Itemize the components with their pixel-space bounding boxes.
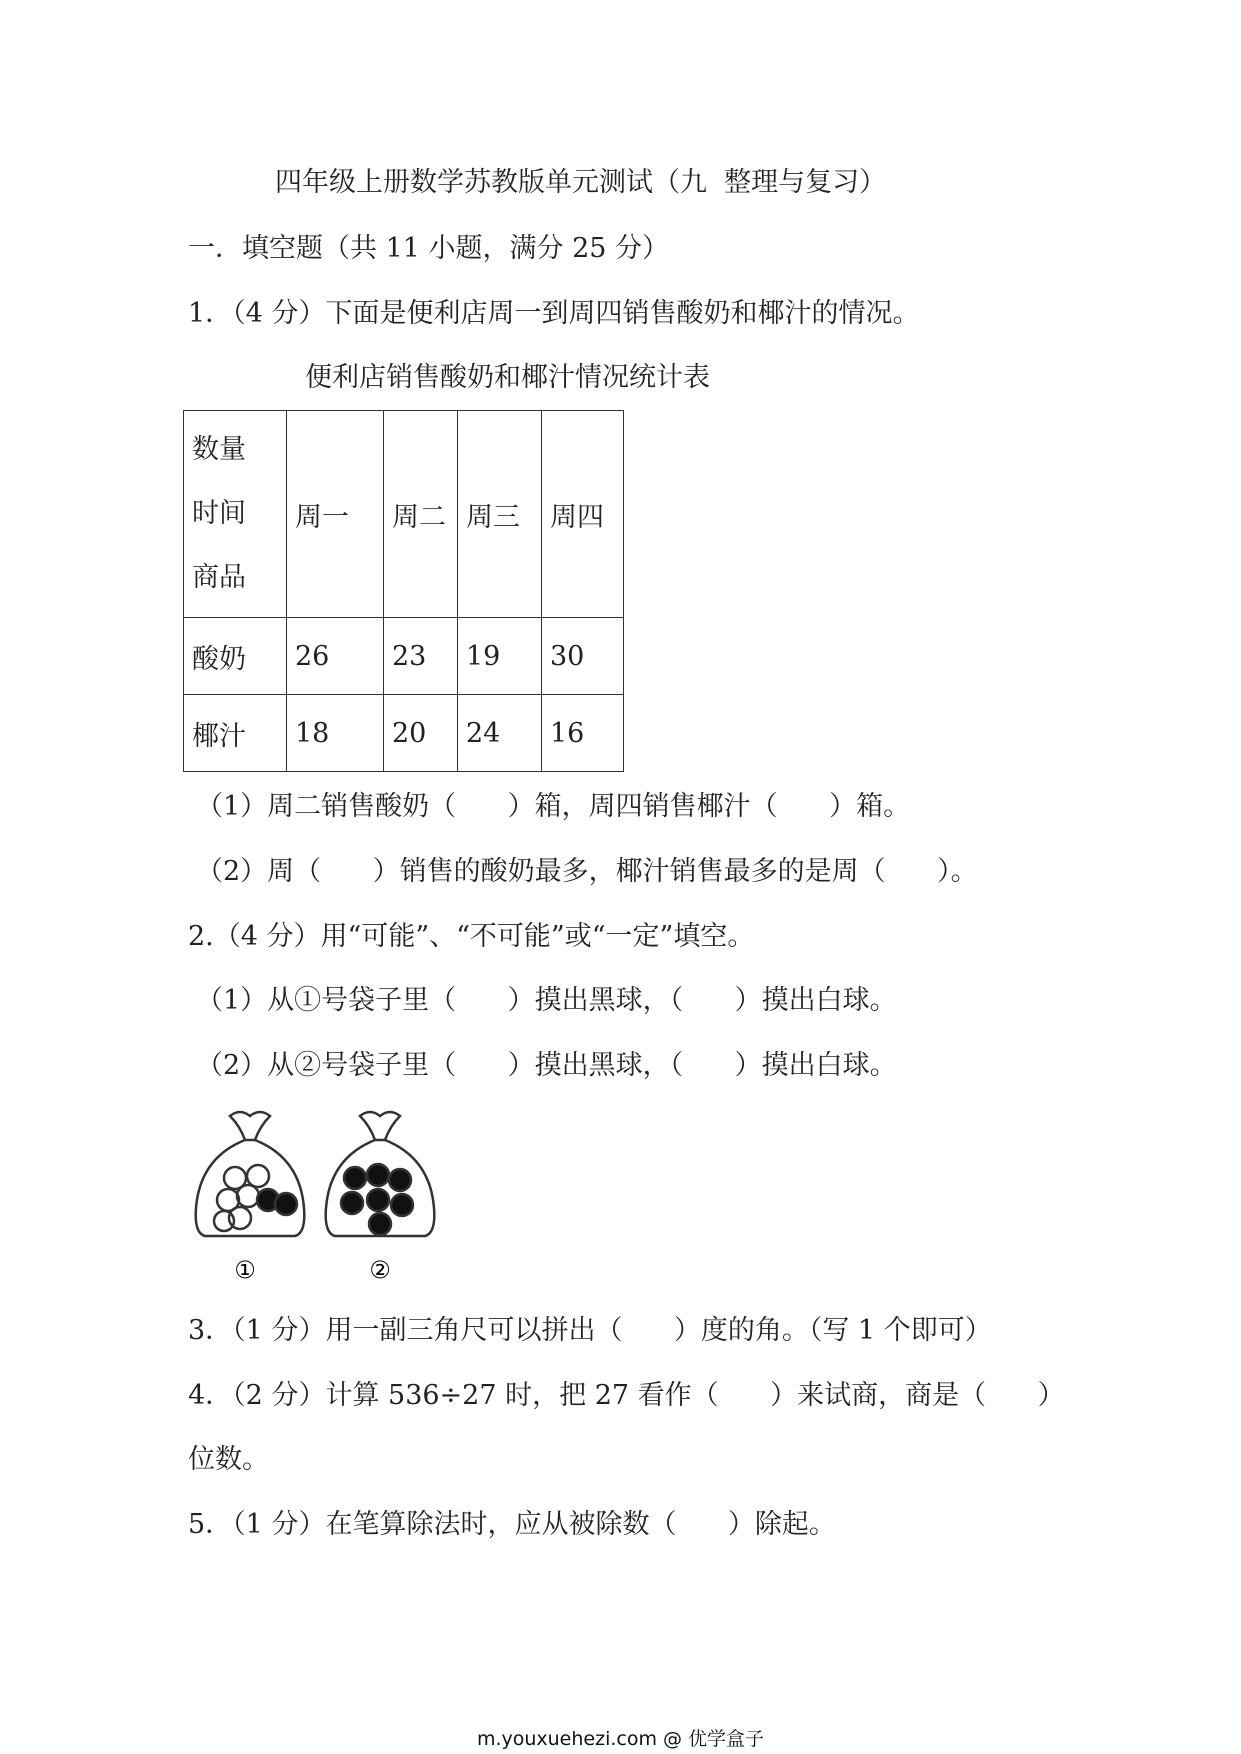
row-label-yogurt: 酸奶 xyxy=(184,618,287,695)
table-cell: 18 xyxy=(287,695,384,772)
ball-bags-illustration xyxy=(190,1108,450,1288)
bag-2-label: ② xyxy=(369,1256,391,1284)
table-cell: 26 xyxy=(287,618,384,695)
question-1: 1．（4 分）下面是便利店周一到周四销售酸奶和椰汁的情况。 xyxy=(188,298,920,329)
question-2-part-2: （2）从②号袋子里（ ）摸出黑球，（ ）摸出白球。 xyxy=(196,1050,897,1081)
corner-label-product: 商品 xyxy=(192,562,246,593)
bag-2-icon xyxy=(326,1112,435,1236)
section-heading: 一．填空题（共 11 小题，满分 25 分） xyxy=(188,233,670,264)
table-header-row xyxy=(184,411,624,618)
row-label-coconut: 椰汁 xyxy=(184,695,287,772)
table-row-coconut xyxy=(184,695,624,772)
table-cell: 24 xyxy=(458,695,542,772)
corner-label-quantity: 数量 xyxy=(192,434,246,465)
question-2: 2.（4 分）用“可能”、“不可能”或“一定”填空。 xyxy=(188,921,755,952)
question-2-part-1: （1）从①号袋子里（ ）摸出黑球，（ ）摸出白球。 xyxy=(196,985,897,1016)
page-footer: m.youxuehezi.com @ 优学盒子 xyxy=(476,1728,765,1750)
table-cell: 30 xyxy=(542,618,624,695)
question-3: 3．（1 分）用一副三角尺可以拼出（ ）度的角。（写 1 个即可） xyxy=(188,1315,992,1346)
question-5: 5．（1 分）在笔算除法时，应从被除数（ ）除起。 xyxy=(188,1509,836,1540)
table-row-yogurt xyxy=(184,618,624,695)
sales-table xyxy=(183,410,624,772)
corner-label-time: 时间 xyxy=(192,498,246,529)
question-1-part-2: （2）周（ ）销售的酸奶最多，椰汁销售最多的是周（ ）。 xyxy=(196,856,978,887)
header-cell-tue: 周二 xyxy=(384,411,458,618)
header-cell-wed: 周三 xyxy=(458,411,542,618)
table-cell: 16 xyxy=(542,695,624,772)
header-cell-mon: 周一 xyxy=(287,411,384,618)
table-cell: 20 xyxy=(384,695,458,772)
question-1-part-1: （1）周二销售酸奶（ ）箱，周四销售椰汁（ ）箱。 xyxy=(196,791,911,822)
question-4-continued: 位数。 xyxy=(188,1444,269,1475)
table-corner-cell xyxy=(184,411,287,618)
header-cell-thu: 周四 xyxy=(542,411,624,618)
page-title: 四年级上册数学苏教版单元测试（九 整理与复习） xyxy=(275,167,887,198)
table-cell: 19 xyxy=(458,618,542,695)
table-caption: 便利店销售酸奶和椰汁情况统计表 xyxy=(305,362,710,393)
bag-1-label: ① xyxy=(234,1256,256,1284)
question-4: 4．（2 分）计算 536÷27 时，把 27 看作（ ）来试商，商是（ ） xyxy=(188,1380,1065,1411)
bag-1-icon xyxy=(196,1112,305,1236)
table-cell: 23 xyxy=(384,618,458,695)
